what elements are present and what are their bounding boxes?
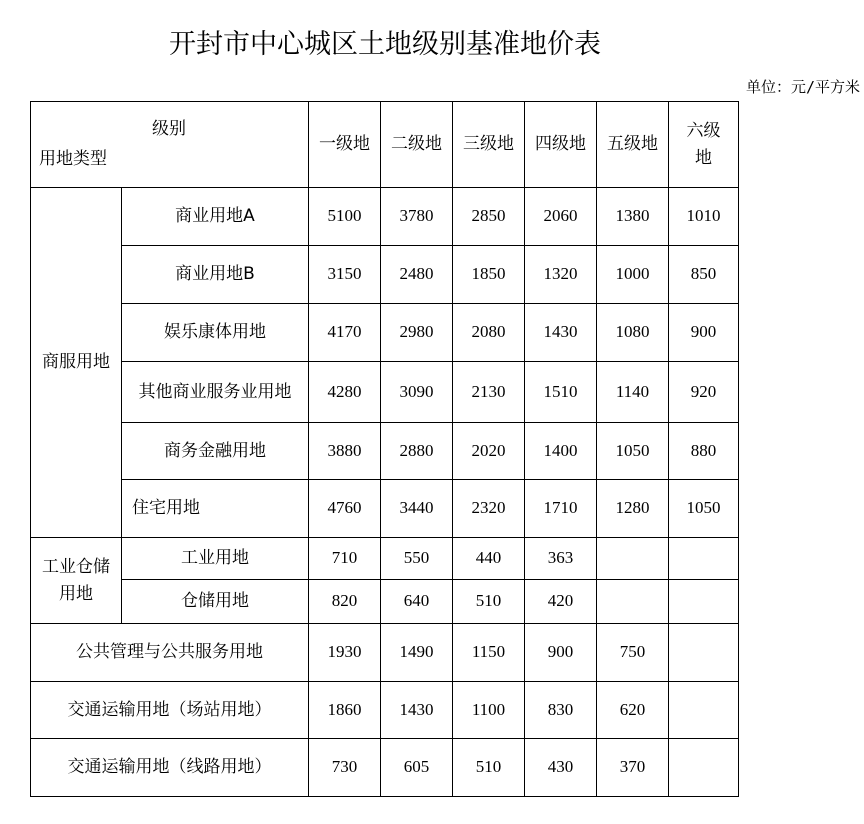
value-cell: 2980: [381, 304, 453, 362]
table-row: [31, 423, 739, 480]
value-cell: 3780: [381, 188, 453, 246]
table-row: [31, 538, 739, 580]
table-row: [31, 246, 739, 304]
value-cell: [597, 538, 669, 580]
row-label: 商业用地A: [122, 188, 309, 246]
value-cell: 1000: [597, 246, 669, 304]
value-cell: 4170: [309, 304, 381, 362]
value-cell: 830: [525, 682, 597, 739]
value-cell: 850: [669, 246, 739, 304]
table-row: [31, 624, 739, 682]
value-cell: 1010: [669, 188, 739, 246]
row-label: 娱乐康体用地: [122, 304, 309, 362]
level-header: 一级地: [309, 102, 381, 188]
value-cell: 1430: [381, 682, 453, 739]
value-cell: 1050: [597, 423, 669, 480]
table-row: [31, 188, 739, 246]
row-label: 商务金融用地: [122, 423, 309, 480]
value-cell: 550: [381, 538, 453, 580]
value-cell: 1860: [309, 682, 381, 739]
row-label: 公共管理与公共服务用地: [31, 624, 309, 682]
level-header: 四级地: [525, 102, 597, 188]
row-label: 仓储用地: [122, 580, 309, 624]
level-header: 三级地: [453, 102, 525, 188]
row-label: 交通运输用地（线路用地）: [31, 739, 309, 797]
value-cell: 1320: [525, 246, 597, 304]
value-cell: 1150: [453, 624, 525, 682]
value-cell: 363: [525, 538, 597, 580]
value-cell: 640: [381, 580, 453, 624]
value-cell: 2880: [381, 423, 453, 480]
corner-type-label: 用地类型: [39, 149, 107, 169]
table-row: [31, 580, 739, 624]
value-cell: 510: [453, 739, 525, 797]
value-cell: 1050: [669, 480, 739, 538]
value-cell: 1080: [597, 304, 669, 362]
row-label: 其他商业服务业用地: [122, 362, 309, 423]
value-cell: 880: [669, 423, 739, 480]
value-cell: [669, 538, 739, 580]
land-price-table: [30, 101, 739, 797]
value-cell: 3090: [381, 362, 453, 423]
value-cell: 1100: [453, 682, 525, 739]
group-label-industrial: 工业仓储用地: [31, 538, 122, 624]
header-corner-cell: [31, 102, 309, 188]
value-cell: 370: [597, 739, 669, 797]
value-cell: 430: [525, 739, 597, 797]
unit-note: 单位：元/平方米: [745, 78, 860, 96]
row-label: 交通运输用地（场站用地）: [31, 682, 309, 739]
value-cell: 1400: [525, 423, 597, 480]
value-cell: 2130: [453, 362, 525, 423]
value-cell: 1710: [525, 480, 597, 538]
value-cell: 1380: [597, 188, 669, 246]
value-cell: 4280: [309, 362, 381, 423]
value-cell: 1930: [309, 624, 381, 682]
value-cell: 920: [669, 362, 739, 423]
table-row: [31, 362, 739, 423]
value-cell: [669, 682, 739, 739]
value-cell: 2320: [453, 480, 525, 538]
value-cell: 1430: [525, 304, 597, 362]
level-header: 五级地: [597, 102, 669, 188]
value-cell: 900: [669, 304, 739, 362]
page-title: 开封市中心城区土地级别基准地价表: [169, 29, 601, 60]
value-cell: 730: [309, 739, 381, 797]
table-row: [31, 739, 739, 797]
row-label: 住宅用地: [122, 480, 309, 538]
value-cell: 1850: [453, 246, 525, 304]
value-cell: 440: [453, 538, 525, 580]
table-row: [31, 304, 739, 362]
value-cell: 5100: [309, 188, 381, 246]
value-cell: 1510: [525, 362, 597, 423]
corner-level-label: 级别: [152, 119, 186, 139]
row-label: 工业用地: [122, 538, 309, 580]
group-label-commercial: 商服用地: [31, 188, 122, 538]
value-cell: 1490: [381, 624, 453, 682]
value-cell: 3440: [381, 480, 453, 538]
value-cell: [669, 739, 739, 797]
value-cell: 2480: [381, 246, 453, 304]
value-cell: 2080: [453, 304, 525, 362]
value-cell: 605: [381, 739, 453, 797]
value-cell: [597, 580, 669, 624]
value-cell: 3150: [309, 246, 381, 304]
value-cell: 2850: [453, 188, 525, 246]
value-cell: 900: [525, 624, 597, 682]
level-header: 六级地: [669, 102, 739, 188]
value-cell: 4760: [309, 480, 381, 538]
value-cell: 1280: [597, 480, 669, 538]
value-cell: 510: [453, 580, 525, 624]
value-cell: 3880: [309, 423, 381, 480]
table-row: [31, 682, 739, 739]
value-cell: 620: [597, 682, 669, 739]
value-cell: 420: [525, 580, 597, 624]
value-cell: 750: [597, 624, 669, 682]
value-cell: [669, 580, 739, 624]
header-row: [31, 102, 739, 188]
value-cell: 2020: [453, 423, 525, 480]
value-cell: 1140: [597, 362, 669, 423]
value-cell: 710: [309, 538, 381, 580]
level-header: 二级地: [381, 102, 453, 188]
value-cell: [669, 624, 739, 682]
value-cell: 2060: [525, 188, 597, 246]
table-row: [31, 480, 739, 538]
row-label: 商业用地B: [122, 246, 309, 304]
value-cell: 820: [309, 580, 381, 624]
